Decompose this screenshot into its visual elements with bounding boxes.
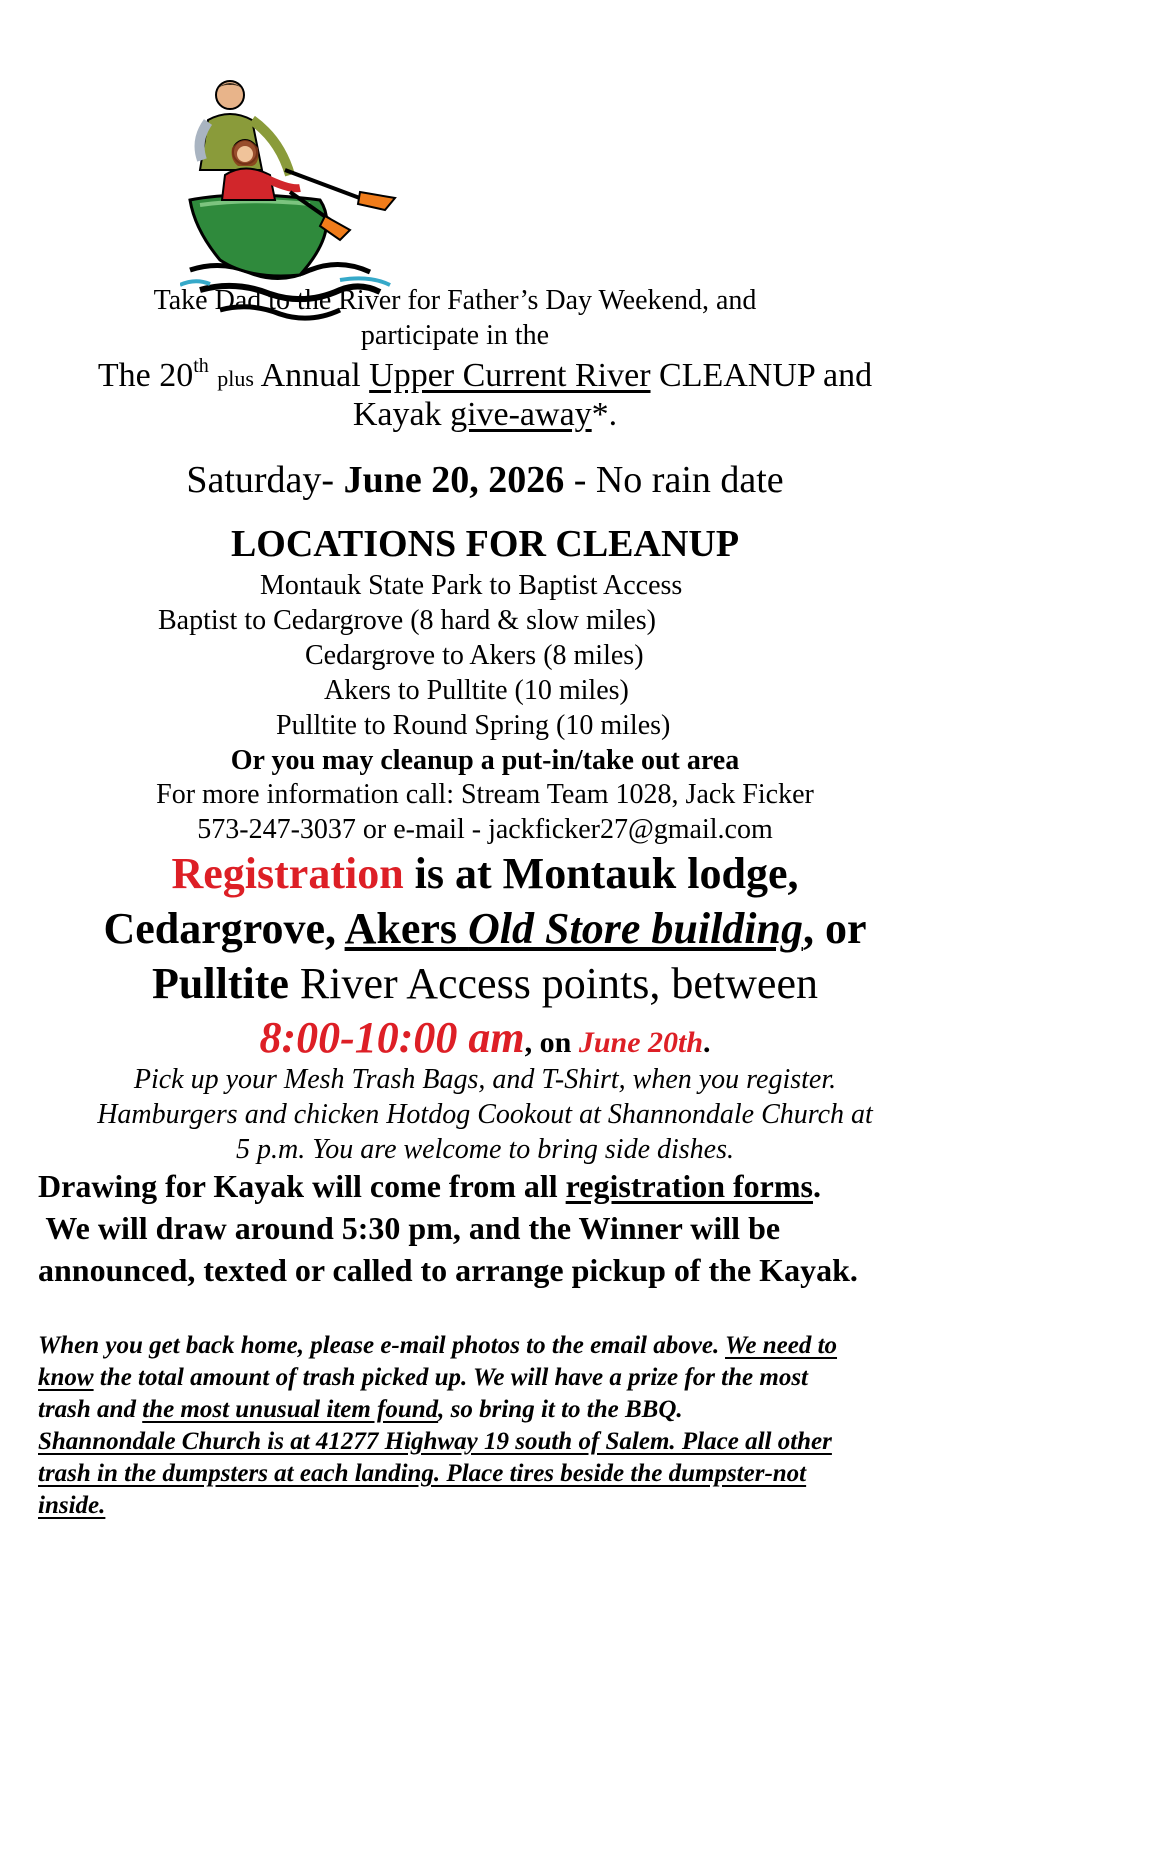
registration-line-1 bbox=[40, 848, 930, 899]
event-title-line-2 bbox=[40, 396, 930, 434]
title-cleanup: CLEANUP and bbox=[659, 357, 873, 394]
intro-line-1: Take Dad to the River for Father’s Day Weekend, and bbox=[153, 285, 757, 316]
note-line-2: Hamburgers and chicken Hotdog Cookout at Shannondale Church at bbox=[97, 1099, 873, 1130]
registration-old-store: Old Store building bbox=[468, 904, 803, 953]
registration-on: , on bbox=[524, 1026, 579, 1059]
intro-line-2: participate in the bbox=[360, 320, 550, 351]
registration-access-points: River Access points, between bbox=[288, 959, 818, 1008]
registration-pulltite: Pulltite bbox=[152, 959, 289, 1008]
locations-heading: LOCATIONS FOR CLEANUP bbox=[230, 523, 740, 565]
location-item-1: Montauk State Park to Baptist Access bbox=[260, 570, 683, 601]
registration-or: , or bbox=[803, 904, 867, 953]
footer-text-3: trash and bbox=[38, 1396, 143, 1423]
registration-akers: Akers bbox=[344, 904, 469, 953]
date-value: June 20, 2026 bbox=[343, 459, 565, 501]
drawing-line-1 bbox=[38, 1168, 821, 1205]
registration-line-3 bbox=[40, 958, 930, 1009]
drawing-line-2: We will draw around 5:30 pm, and the Winner will be bbox=[38, 1210, 781, 1246]
footer-underlined-1: We need to bbox=[725, 1332, 838, 1359]
note-line-3: 5 p.m. You are welcome to bring side dishes. bbox=[235, 1134, 735, 1165]
footer-text-2: the total amount of trash picked up. We will have a prize for the most bbox=[93, 1364, 808, 1391]
registration-location-montauk: is at Montauk lodge, bbox=[403, 849, 799, 898]
title-ordinal: The 20 bbox=[97, 357, 194, 394]
registration-time bbox=[40, 1012, 930, 1063]
contact-line-2: 573-247-3037 or e-mail - jackficker27@gmail.com bbox=[197, 814, 773, 845]
drawing-line-3: announced, texted or called to arrange pickup of the Kayak. bbox=[38, 1252, 858, 1288]
registration-forms-text: registration forms bbox=[565, 1168, 813, 1204]
event-date bbox=[40, 458, 930, 502]
title-annual: Annual bbox=[260, 357, 361, 394]
registration-line-2 bbox=[40, 903, 930, 954]
date-suffix: - No rain date bbox=[573, 459, 784, 501]
give-away-text: give-away bbox=[450, 396, 592, 433]
footer-line-1 bbox=[38, 1332, 837, 1360]
location-item-2: Baptist to Cedargrove (8 hard & slow miles) bbox=[158, 605, 656, 636]
registration-cedargrove: Cedargrove, bbox=[103, 904, 345, 953]
footer-underlined-2: know bbox=[38, 1364, 94, 1391]
registration-time-range: 8:00-10:00 am bbox=[259, 1013, 525, 1062]
location-item-4: Akers to Pulltite (10 miles) bbox=[324, 675, 629, 706]
kayak-word: Kayak bbox=[352, 396, 442, 433]
footer-line-5: trash in the dumpsters at each landing. Place tires beside the dumpster-not bbox=[38, 1460, 807, 1487]
registration-date: June 20th bbox=[578, 1026, 704, 1059]
registration-period: . bbox=[703, 1026, 711, 1059]
footer-line-2 bbox=[38, 1364, 808, 1392]
contact-line-1: For more information call: Stream Team 1028, Jack Ficker bbox=[156, 779, 814, 810]
location-item-5: Pulltite to Round Spring (10 miles) bbox=[276, 710, 671, 741]
title-plus: plus bbox=[217, 366, 254, 391]
note-line-1: Pick up your Mesh Trash Bags, and T-Shirt, when you register. bbox=[133, 1064, 837, 1095]
date-prefix: Saturday- bbox=[186, 459, 335, 501]
footer-text-1: When you get back home, please e-mail photos to the email above. bbox=[38, 1332, 725, 1359]
footer-line-6: inside. bbox=[38, 1492, 106, 1519]
alternate-cleanup-note: Or you may cleanup a put-in/take out area bbox=[230, 745, 740, 776]
footer-underlined-3: the most unusual item found bbox=[142, 1396, 439, 1423]
give-away-asterisk: *. bbox=[591, 396, 618, 433]
footer-text-3b: , so bring it to the BBQ. bbox=[438, 1396, 683, 1423]
title-river-name: Upper Current River bbox=[369, 357, 651, 394]
title-ordinal-suffix: th bbox=[193, 355, 209, 377]
location-item-3: Cedargrove to Akers (8 miles) bbox=[305, 640, 644, 671]
event-title bbox=[40, 355, 930, 395]
drawing-text: Drawing for Kayak will come from all bbox=[38, 1168, 566, 1204]
footer-line-4: Shannondale Church is at 41277 Highway 19 south of Salem. Place all other bbox=[38, 1428, 832, 1455]
footer-line-3 bbox=[38, 1396, 683, 1424]
drawing-period: . bbox=[812, 1168, 821, 1204]
registration-word: Registration bbox=[171, 849, 404, 898]
